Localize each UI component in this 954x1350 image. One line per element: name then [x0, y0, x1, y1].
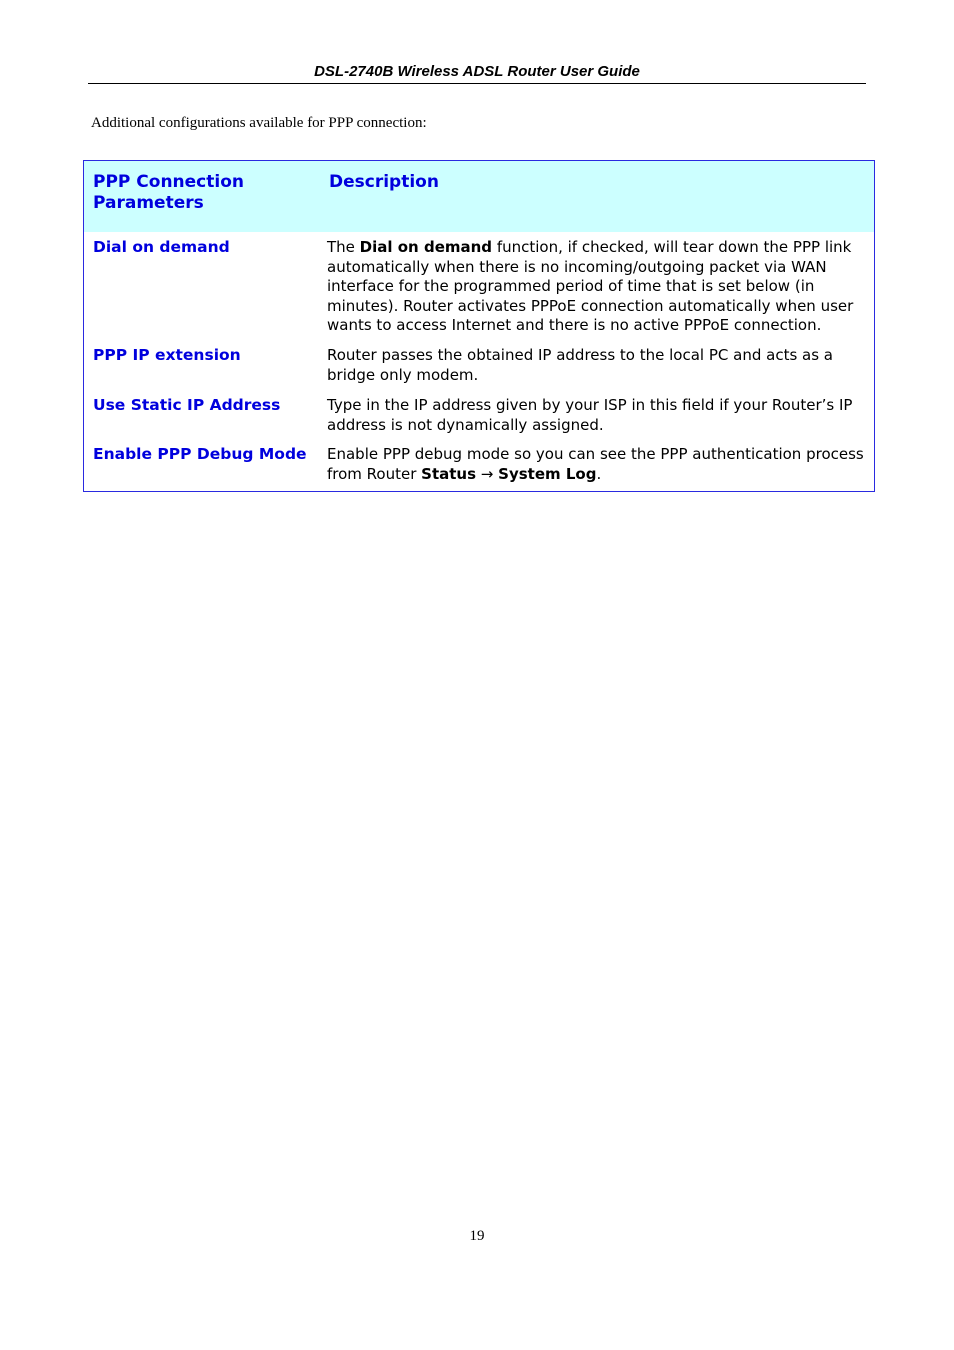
document-header-title: DSL-2740B Wireless ADSL Router User Guide [314, 63, 640, 80]
table-row [84, 445, 874, 491]
parameter-name: PPP IP extension [93, 346, 241, 364]
arrow-icon: → [476, 464, 499, 483]
ppp-parameters-table [83, 160, 875, 492]
table-header-row [84, 161, 874, 232]
parameter-description: Enable PPP debug mode so you can see the PPP authentication process from Router Status → System Log. [327, 445, 864, 483]
column-header-description: Description [329, 172, 439, 192]
table-row [84, 346, 874, 396]
column-header-parameters: PPP Connection Parameters [93, 172, 244, 213]
table-row [84, 232, 874, 346]
intro-paragraph: Additional configurations available for PPP connection: [91, 115, 427, 131]
parameter-description: Type in the IP address given by your ISP in this field if your Router’s IP address is not dynamically assigned. [327, 396, 853, 434]
parameter-name: Use Static IP Address [93, 396, 281, 414]
parameter-description: Router passes the obtained IP address to the local PC and acts as a bridge only modem. [327, 346, 833, 384]
parameter-name: Dial on demand [93, 238, 230, 256]
parameter-description: The Dial on demand function, if checked, will tear down the PPP link automatically when there is no incoming/outgoing packet via WAN interface for the programmed period of time that is set below (in minutes). Router activates PPPoE connection automatically when user wants to access Internet and there is no active PPPoE connection. [327, 238, 854, 334]
page-number: 19 [469, 1228, 485, 1244]
table-row [84, 396, 874, 445]
header-divider [88, 83, 866, 84]
parameter-name: Enable PPP Debug Mode [93, 445, 307, 463]
